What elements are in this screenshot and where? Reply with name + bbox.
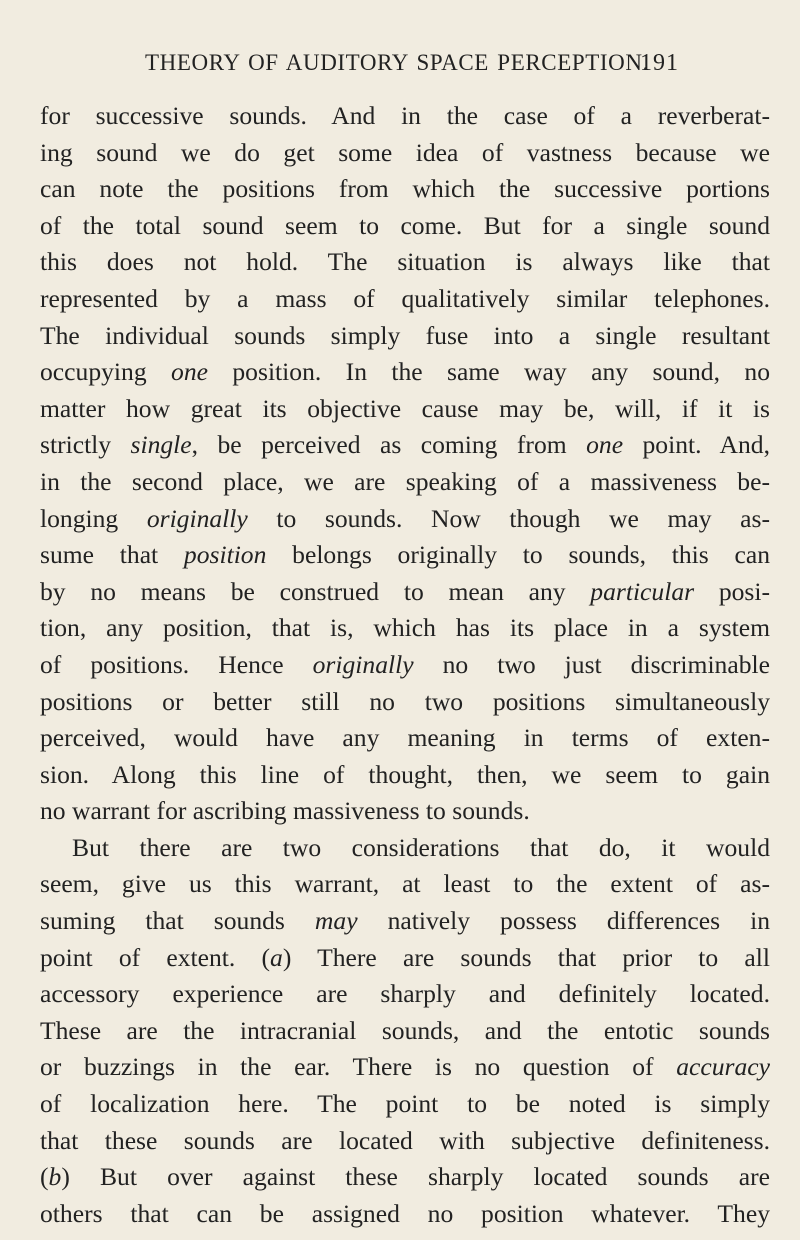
text-segment: positions or better still no two positions simultaneously [40,686,770,716]
italic-word: originally [312,649,414,679]
text-segment: belongs originally to sounds, this can [266,540,770,570]
text-line [40,940,770,977]
text-segment: ing sound we do get some idea of vastness because we [40,137,770,167]
text-segment: of the total sound seem to come. But for a single sound [40,210,770,240]
italic-word: one [586,430,624,460]
text-line [40,1049,770,1086]
text-line [40,1159,770,1196]
text-segment: matter how great its objective cause may be, will, if it is [40,393,770,423]
text-line [40,647,770,684]
text-segment: perceived, would have any meaning in terms of exten- [40,723,770,753]
text-segment: accessory experience are sharply and definitely located. [40,979,770,1009]
text-segment: for successive sounds. And in the case of a reverberat- [40,101,770,130]
text-line [40,281,770,318]
running-head [0,50,800,90]
text-line [40,391,770,428]
text-line [40,684,770,721]
text-line [40,98,770,135]
italic-word: one [171,357,208,387]
text-line [40,1123,770,1160]
body-text [40,98,770,1232]
italic-word: b [48,1162,62,1192]
text-segment: ) But over against these sharply located sounds are [61,1162,770,1192]
text-line [40,976,770,1013]
text-line [40,135,770,172]
text-segment: no two just discriminable [413,649,770,679]
text-line [40,793,770,830]
text-line [40,464,770,501]
text-segment: position. In the same way any sound, no [207,357,770,387]
text-segment: represented by a mass of qualitatively similar telephones. [40,283,770,313]
text-line [40,354,770,391]
text-line [40,244,770,281]
text-segment: by no means be construed to mean any [40,576,591,606]
text-segment: point. And, [623,430,770,460]
text-segment: ( [40,1162,49,1192]
text-line [40,757,770,794]
italic-word: may [314,906,358,936]
text-segment: posi- [694,576,771,606]
text-line [40,1013,770,1050]
italic-word: accuracy [676,1052,770,1082]
text-line [40,830,770,867]
page-number: 191 [640,50,679,76]
text-line [40,866,770,903]
text-segment: or buzzings in the ear. There is no question of [40,1052,677,1082]
text-line [40,318,770,355]
text-segment: seem, give us this warrant, at least to the extent of as- [40,869,770,899]
text-segment: ) There are sounds that prior to all [282,942,770,972]
text-segment: tion, any position, that is, which has its place in a system [40,613,770,643]
text-segment: The individual sounds simply fuse into a single resultant [40,320,770,350]
text-line [40,574,770,611]
text-segment: longing [40,503,147,533]
text-segment: sion. Along this line of thought, then, we seem to gain [40,759,770,789]
text-segment: natively possess differences in [357,906,770,936]
text-segment: strictly [40,430,131,460]
text-line [40,720,770,757]
text-segment: in the second place, we are speaking of a massiveness be- [40,466,770,496]
text-segment: occupying [40,357,172,387]
text-line [40,171,770,208]
text-segment: These are the intracranial sounds, and the entotic sounds [40,1015,770,1045]
text-segment: sume that [40,540,184,570]
italic-word: single [130,430,192,460]
text-segment: point of extent. ( [40,942,271,972]
italic-word: originally [146,503,248,533]
text-segment: to sounds. Now though we may as- [247,503,770,533]
text-line [40,903,770,940]
running-title: THEORY OF AUDITORY SPACE PERCEPTION. [145,50,649,75]
text-line [40,610,770,647]
italic-word: a [270,942,283,972]
text-segment: of positions. Hence [40,649,313,679]
text-line [40,427,770,464]
text-segment: that these sounds are located with subjective definiteness. [40,1125,770,1155]
italic-word: position [183,540,267,570]
text-segment: others that can be assigned no position whatever. They [40,1198,770,1228]
text-line [40,501,770,538]
text-line [40,1086,770,1123]
text-segment: this does not hold. The situation is always like that [40,247,770,277]
text-segment: , be perceived as coming from [191,430,587,460]
text-segment: of localization here. The point to be noted is simply [40,1089,770,1119]
text-line [40,208,770,245]
italic-word: particular [590,576,695,606]
text-segment: can note the positions from which the successive portions [40,174,770,204]
text-line [40,537,770,574]
text-segment: no warrant for ascribing massiveness to sounds. [40,796,530,826]
text-segment: suming that sounds [40,906,315,936]
text-segment: But there are two considerations that do, it would [72,832,770,862]
text-line [40,1196,770,1233]
